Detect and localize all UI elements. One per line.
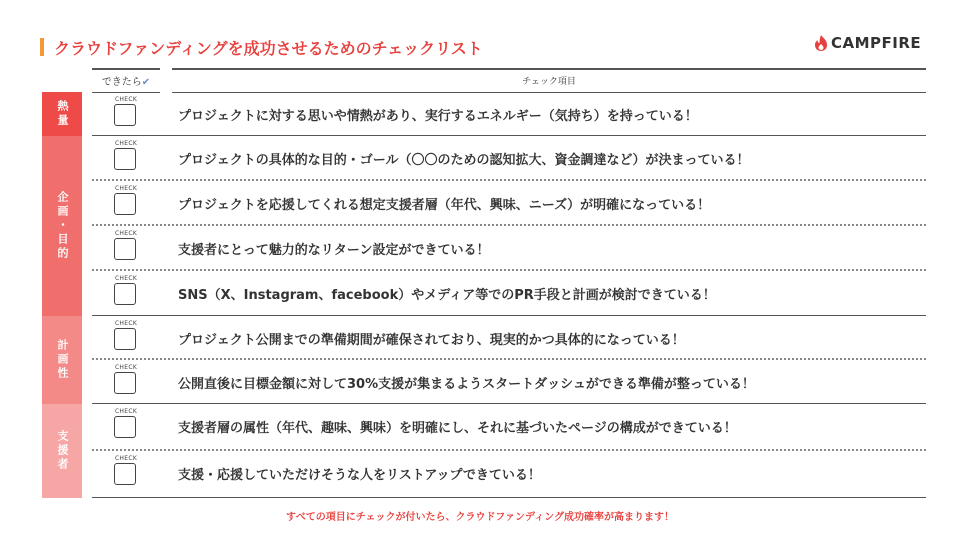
checkbox[interactable] xyxy=(114,238,136,260)
row-divider xyxy=(92,497,926,498)
check-label: CHECK xyxy=(114,320,138,327)
campfire-logo xyxy=(814,34,921,52)
checkbox[interactable] xyxy=(114,283,136,305)
check-label: CHECK xyxy=(114,185,138,192)
checklist-row xyxy=(92,360,926,404)
check-label: CHECK xyxy=(114,364,138,371)
category-planning-purpose xyxy=(42,136,82,316)
checklist-row xyxy=(92,136,926,181)
checklist-item-text: 支援者層の属性（年代、趣味、興味）を明確にし、それに基づいたページの構成ができている！ xyxy=(178,421,737,436)
item-column-label: チェック項目 xyxy=(522,77,576,87)
check-column-label: できたら xyxy=(101,77,142,88)
check-column-header xyxy=(92,68,160,93)
footer-note: すべての項目にチェックが付いたら、クラウドファンディング成功確率が高まります！ xyxy=(286,512,674,523)
checklist-row xyxy=(92,404,926,451)
check-label: CHECK xyxy=(114,455,138,462)
category-supporters xyxy=(42,404,82,498)
checklist-row xyxy=(92,226,926,271)
check-label: CHECK xyxy=(114,230,138,237)
check-label: CHECK xyxy=(114,96,138,103)
checkbox[interactable] xyxy=(114,328,136,350)
category-label: 支援者 xyxy=(56,430,69,472)
checkbox[interactable] xyxy=(114,148,136,170)
checklist-item-text: プロジェクトを応援してくれる想定支援者層（年代、興味、ニーズ）が明確になっている！ xyxy=(178,198,711,213)
checklist-item-text: プロジェクト公開までの準備期間が確保されており、現実的かつ具体的になっている！ xyxy=(178,333,685,348)
category-passion xyxy=(42,92,82,136)
checkbox[interactable] xyxy=(114,463,136,485)
checklist-item-text: プロジェクトの具体的な目的・ゴール（〇〇のための認知拡大、資金調達など）が決まっている！ xyxy=(178,153,750,168)
checkbox[interactable] xyxy=(114,193,136,215)
title-accent-bar xyxy=(40,38,44,56)
checklist-row xyxy=(92,181,926,226)
category-schedule xyxy=(42,316,82,404)
checklist-row xyxy=(92,271,926,316)
category-label: 企画・目的 xyxy=(56,191,69,261)
check-label: CHECK xyxy=(114,140,138,147)
checklist-item-text: プロジェクトに対する思いや情熱があり、実行するエネルギー（気持ち）を持っている！ xyxy=(178,109,698,124)
logo-text: CAMPFIRE xyxy=(831,34,922,52)
checklist-row xyxy=(92,451,926,498)
checkbox[interactable] xyxy=(114,104,136,126)
category-label: 熱量 xyxy=(56,100,69,128)
category-label: 計画性 xyxy=(56,339,69,381)
page-title: クラウドファンディングを成功させるためのチェックリスト xyxy=(54,39,483,58)
item-column-header xyxy=(172,68,926,93)
flame-icon xyxy=(814,35,828,51)
checkbox[interactable] xyxy=(114,416,136,438)
checklist-item-text: 公開直後に目標金額に対して30%支援が集まるようスタートダッシュができる準備が整っている！ xyxy=(178,377,755,392)
checklist-row xyxy=(92,316,926,360)
checkmark-icon: ✔ xyxy=(141,77,151,88)
check-label: CHECK xyxy=(114,408,138,415)
check-label: CHECK xyxy=(114,275,138,282)
checklist-item-text: 支援者にとって魅力的なリターン設定ができている！ xyxy=(178,243,490,258)
checklist-row xyxy=(92,92,926,136)
checklist-item-text: 支援・応援していただけそうな人をリストアップできている！ xyxy=(178,468,541,483)
checkbox[interactable] xyxy=(114,372,136,394)
checklist-item-text: SNS（X、Instagram、facebook）やメディア等でのPR手段と計画が検討できている！ xyxy=(178,288,716,303)
